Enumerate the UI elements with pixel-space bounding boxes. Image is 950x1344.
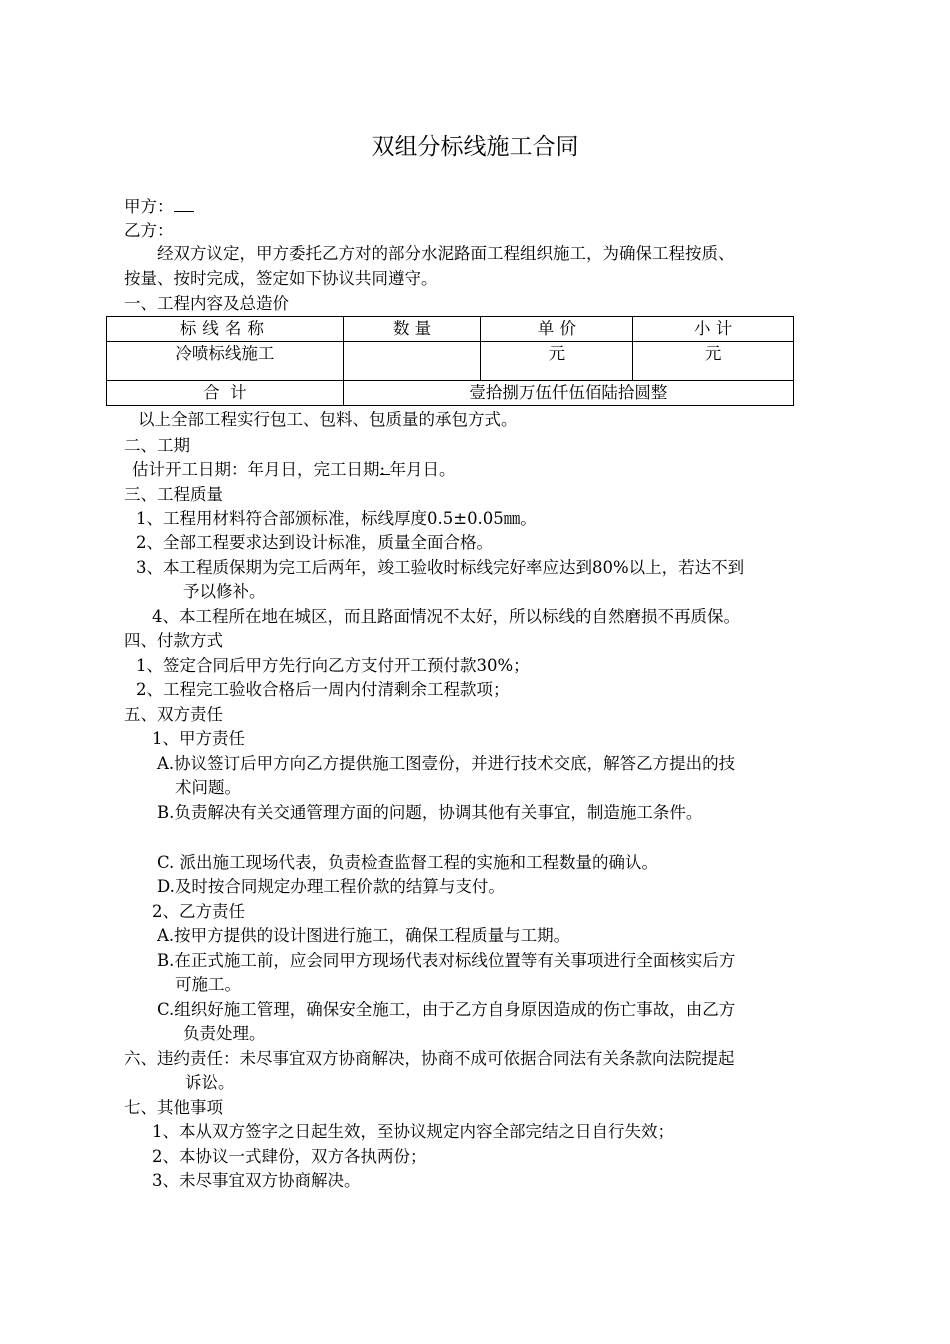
quality-item-3-cont: 予以修补。 (183, 582, 266, 601)
party-b-duty-c-cont: 负责处理。 (183, 1024, 266, 1043)
other-item-3: 3、未尽事宜双方协商解决。 (152, 1171, 361, 1190)
schedule-start: 估计开工日期：年月日，完工日期 (132, 460, 380, 479)
party-b-duty-a: A.按甲方提供的设计图进行施工，确保工程质量与工期。 (157, 926, 571, 945)
party-a-duty-a-cont: 术问题。 (175, 778, 241, 797)
header-qty: 数 量 (343, 317, 481, 342)
header-subtotal: 小 计 (633, 317, 794, 342)
party-a-label: 甲方： (124, 197, 174, 216)
table-row (107, 342, 794, 381)
party-a-line (124, 196, 194, 218)
intro-line-2: 按量、按时完成，签定如下协议共同遵守。 (124, 269, 438, 288)
party-b-duty-b-cont: 可施工。 (175, 975, 241, 994)
party-b-duty-b: B.在正式施工前，应会同甲方现场代表对标线位置等有关事项进行全面核实后方 (157, 951, 736, 970)
section-4-heading: 四、付款方式 (124, 631, 223, 650)
other-item-2: 2、本协议一式肆份，双方各执两份； (152, 1147, 427, 1166)
party-a-duty-b: B.负责解决有关交通管理方面的问题，协调其他有关事宜，制造施工条件。 (157, 803, 703, 822)
section-1-heading: 一、工程内容及总造价 (124, 294, 289, 313)
other-item-1: 1、本从双方签字之日起生效，至协议规定内容全部完结之日自行失效； (152, 1122, 674, 1141)
section-3-heading: 三、工程质量 (124, 485, 223, 504)
quality-item-1: 1、工程用材料符合部颁标准，标线厚度0.5±0.05㎜。 (136, 509, 537, 528)
party-a-duties-heading: 1、甲方责任 (152, 729, 245, 748)
section-2-heading: 二、工期 (124, 436, 190, 455)
header-name: 标线名称 (107, 317, 344, 342)
party-b-label: 乙方： (124, 221, 174, 240)
total-label: 合 计 (107, 381, 344, 406)
schedule-line (132, 459, 456, 481)
section-7-heading: 七、其他事项 (124, 1098, 223, 1117)
party-a-duty-d: D.及时按合同规定办理工程价款的结算与支付。 (157, 877, 505, 896)
cell-qty[interactable] (343, 342, 481, 381)
party-a-duty-a: A.协议签订后甲方向乙方提供施工图壹份，并进行技术交底，解答乙方提出的技 (157, 754, 736, 773)
section-6-cont: 诉讼。 (185, 1073, 235, 1092)
party-a-blank[interactable] (174, 196, 194, 212)
table-header-row (107, 317, 794, 342)
payment-item-2: 2、工程完工验收合格后一周内付清剩余工程款项； (136, 680, 510, 699)
schedule-blank[interactable] (379, 459, 390, 479)
quality-item-4: 4、本工程所在地在城区，而且路面情况不太好，所以标线的自然磨损不再质保。 (152, 607, 740, 626)
document-title: 双组分标线施工合同 (371, 134, 579, 160)
total-value: 壹拾捌万伍仟伍佰陆拾圆整 (343, 381, 793, 406)
schedule-colon: : (379, 460, 386, 479)
section-6-heading: 六、违约责任：未尽事宜双方协商解决，协商不成可依据合同法有关条款向法院提起 (124, 1049, 735, 1068)
cell-name: 冷喷标线施工 (107, 342, 344, 381)
section-1-note: 以上全部工程实行包工、包料、包质量的承包方式。 (138, 410, 518, 429)
intro-line-1: 经双方议定，甲方委托乙方对的部分水泥路面工程组织施工，为确保工程按质、 (157, 244, 735, 263)
section-5-heading: 五、双方责任 (124, 705, 223, 724)
cell-price: 元 (481, 342, 633, 381)
cell-subtotal: 元 (633, 342, 794, 381)
table-total-row (107, 381, 794, 406)
payment-item-1: 1、签定合同后甲方先行向乙方支付开工预付款30%； (136, 656, 530, 675)
party-b-duty-c: C.组织好施工管理，确保安全施工，由于乙方自身原因造成的伤亡事故，由乙方 (157, 1000, 736, 1019)
quality-item-2: 2、全部工程要求达到设计标准，质量全面合格。 (136, 533, 493, 552)
schedule-end: 年月日。 (389, 460, 456, 479)
quality-item-3: 3、本工程质保期为完工后两年，竣工验收时标线完好率应达到80%以上，若达不到 (136, 558, 745, 577)
cost-table (106, 316, 794, 406)
header-price: 单 价 (481, 317, 633, 342)
party-a-duty-c: C. 派出施工现场代表，负责检查监督工程的实施和工程数量的确认。 (157, 853, 659, 872)
party-b-duties-heading: 2、乙方责任 (152, 902, 245, 921)
